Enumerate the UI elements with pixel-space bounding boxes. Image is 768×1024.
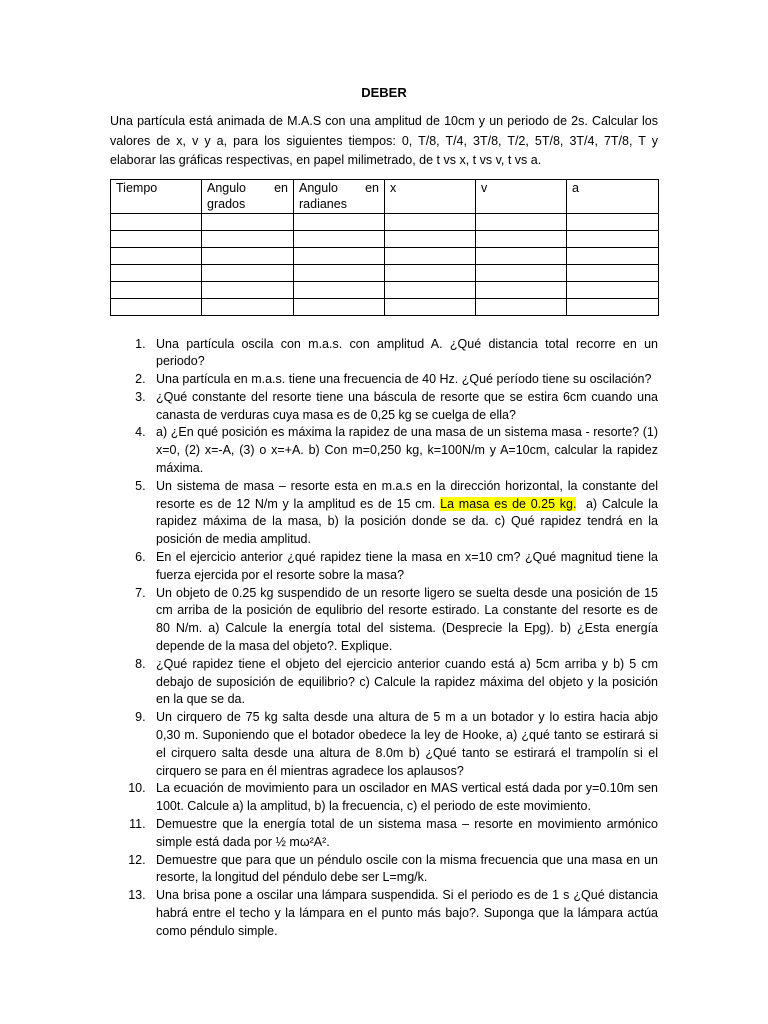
table-cell xyxy=(202,230,294,247)
table-cell xyxy=(111,281,202,298)
problem-text: La ecuación de movimiento para un oscilador en MAS vertical está dada por y=0.10m sen 100t. Calcule a) la amplitud, b) la frecuencia, c) el periodo de este movimiento. xyxy=(156,781,658,814)
table-cell xyxy=(567,281,659,298)
problem-text: Un cirquero de 75 kg salta desde una altura de 5 m a un botador y lo estira hacia abjo 0,30 m. Suponiendo que el botador obedece la ley de Hooke, a) ¿qué tanto se estirará si el cirquero salta desde una altura de 8.0m b) ¿Qué tanto se estirará el trampolín si el cirquero se para en él mientras agradece los aplausos? xyxy=(156,710,658,778)
table-cell xyxy=(567,264,659,281)
problem-number: 13. xyxy=(128,888,146,903)
problem-item xyxy=(110,371,658,389)
table-cell xyxy=(567,247,659,264)
table-cell xyxy=(385,281,476,298)
problem-text: Un sistema de masa – resorte esta en m.a.s en la dirección horizontal, la constante del resorte es de 12 N/m y la amplitud es de 15 cm. La masa es de 0.25 kg. a) Calcule la rapidez máxima de la masa, b) la posición donde se da. c) Qué rapidez tendrá en la posición de media amplitud. xyxy=(156,478,662,547)
table-cell xyxy=(294,213,385,230)
document-page xyxy=(110,84,662,941)
table-cell xyxy=(476,298,567,315)
problem-item xyxy=(110,887,658,940)
table-cell xyxy=(385,264,476,281)
table-cell xyxy=(202,213,294,230)
problem-number: 5. xyxy=(135,478,146,493)
table-cell xyxy=(294,264,385,281)
page-title: DEBER xyxy=(361,85,407,100)
table-cell xyxy=(202,281,294,298)
problem-number: 9. xyxy=(135,710,146,725)
header-v: v xyxy=(476,179,567,213)
table-row xyxy=(111,298,659,315)
problem-number: 1. xyxy=(135,336,146,351)
table-cell xyxy=(202,264,294,281)
highlighted-text: La masa es de 0.25 kg. xyxy=(440,496,577,511)
table-cell xyxy=(476,230,567,247)
table-cell xyxy=(294,298,385,315)
problem-number: 8. xyxy=(135,656,146,671)
table-cell xyxy=(567,298,659,315)
table-cell xyxy=(385,298,476,315)
table-cell xyxy=(476,264,567,281)
table-cell xyxy=(111,247,202,264)
problem-text: Una partícula oscila con m.a.s. con amplitud A. ¿Qué distancia total recorre en un periodo? xyxy=(156,336,658,369)
problem-text: Una brisa pone a oscilar una lámpara suspendida. Si el periodo es de 1 s ¿Qué distancia habrá entre el techo y la lámpara en el punto más bajo?. Suponga que la lámpara actúa como péndulo simple. xyxy=(156,888,658,938)
table-cell xyxy=(567,230,659,247)
problem-list xyxy=(110,336,662,941)
header-angulo-grados: Angulo en grados xyxy=(202,179,294,213)
problem-number: 12. xyxy=(128,852,146,867)
problem-text: a) ¿En qué posición es máxima la rapidez de una masa de un sistema masa - resorte? (1) x=0, (2) x=-A, (3) o x=+A. b) Con m=0,250 kg, k=100N/m y A=10cm, calcular la rapidez máxima. xyxy=(156,425,658,476)
table-cell xyxy=(111,230,202,247)
problem-number: 7. xyxy=(135,585,146,600)
problem-number: 2. xyxy=(135,372,146,387)
table-cell xyxy=(385,213,476,230)
problem-text: Demuestre que la energía total de un sistema masa – resorte en movimiento armónico simple está dada por ½ mω²A². xyxy=(156,817,658,849)
problem-item xyxy=(110,424,658,477)
table-body xyxy=(111,213,659,315)
header-angulo-radianes: Angulo en radianes xyxy=(294,179,385,213)
problem-number: 10. xyxy=(128,781,146,796)
header-tiempo: Tiempo xyxy=(111,179,202,213)
problem-item xyxy=(110,549,658,585)
table-row xyxy=(111,281,659,298)
problem-item xyxy=(110,709,658,780)
table-row xyxy=(111,213,659,230)
problem-number: 4. xyxy=(135,425,146,440)
table-cell xyxy=(385,230,476,247)
data-table xyxy=(110,179,659,316)
table-cell xyxy=(111,298,202,315)
table-cell xyxy=(476,281,567,298)
problem-item xyxy=(110,336,658,372)
problem-item xyxy=(110,585,658,656)
table-row xyxy=(111,264,659,281)
problem-text: Demuestre que para que un péndulo oscile con la misma frecuencia que una masa en un resorte, la longitud del péndulo debe ser L=mg/k. xyxy=(156,852,658,885)
problem-text: ¿Qué rapidez tiene el objeto del ejercicio anterior cuando está a) 5cm arriba y b) 5 cm debajo de suposición de equilibrio? c) Calcule la rapidez máxima del objeto y la posición en la que se da. xyxy=(156,656,658,707)
problem-item xyxy=(110,389,658,425)
table-cell xyxy=(476,213,567,230)
problem-text: Un objeto de 0.25 kg suspendido de un resorte ligero se suelta desde una posición de 15 cm arriba de la posición de equlibrio del resorte estirado. La constante del resorte es de 80 N/m. a) Calcule la energía total del sistema. (Desprecie la Epg). b) ¿Esta energía depende de la masa del objeto?. Explique. xyxy=(156,585,658,654)
table-header-row xyxy=(111,179,659,213)
table-row xyxy=(111,230,659,247)
problem-item xyxy=(110,816,658,852)
problem-text: En el ejercicio anterior ¿qué rapidez tiene la masa en x=10 cm? ¿Qué magnitud tiene la fuerza ejercida por el resorte sobre la masa? xyxy=(156,550,658,582)
table-cell xyxy=(202,298,294,315)
header-x: x xyxy=(385,179,476,213)
problem-text: ¿Qué constante del resorte tiene una báscula de resorte que se estira 6cm cuando una canasta de verduras cuya masa es de 0,25 kg se cuelga de ella? xyxy=(156,389,658,422)
problem-number: 11. xyxy=(129,817,146,832)
table-cell xyxy=(294,247,385,264)
table-cell xyxy=(294,230,385,247)
problem-text: Una partícula en m.a.s. tiene una frecuencia de 40 Hz. ¿Qué período tiene su oscilación? xyxy=(156,372,652,387)
problem-number: 6. xyxy=(135,550,146,565)
problem-item xyxy=(110,478,662,549)
table-cell xyxy=(111,213,202,230)
table-cell xyxy=(567,213,659,230)
table-cell xyxy=(202,247,294,264)
problem-item xyxy=(110,852,658,888)
problem-item xyxy=(110,656,658,709)
table-cell xyxy=(385,247,476,264)
problem-item xyxy=(110,780,658,816)
table-cell xyxy=(476,247,567,264)
table-row xyxy=(111,247,659,264)
table-cell xyxy=(294,281,385,298)
intro-paragraph: Una partícula está animada de M.A.S con una amplitud de 10cm y un periodo de 2s. Calcular los valores de x, v y a, para los siguientes tiempos: 0, T/8, T/4, 3T/8, T/2, 5T/8, 3T/4, 7T/8, T y elaborar las gráficas respectivas, en papel milimetrado, de t vs x, t vs v, t vs a. xyxy=(110,114,658,167)
table-cell xyxy=(111,264,202,281)
problem-number: 3. xyxy=(135,389,146,404)
header-a: a xyxy=(567,179,659,213)
